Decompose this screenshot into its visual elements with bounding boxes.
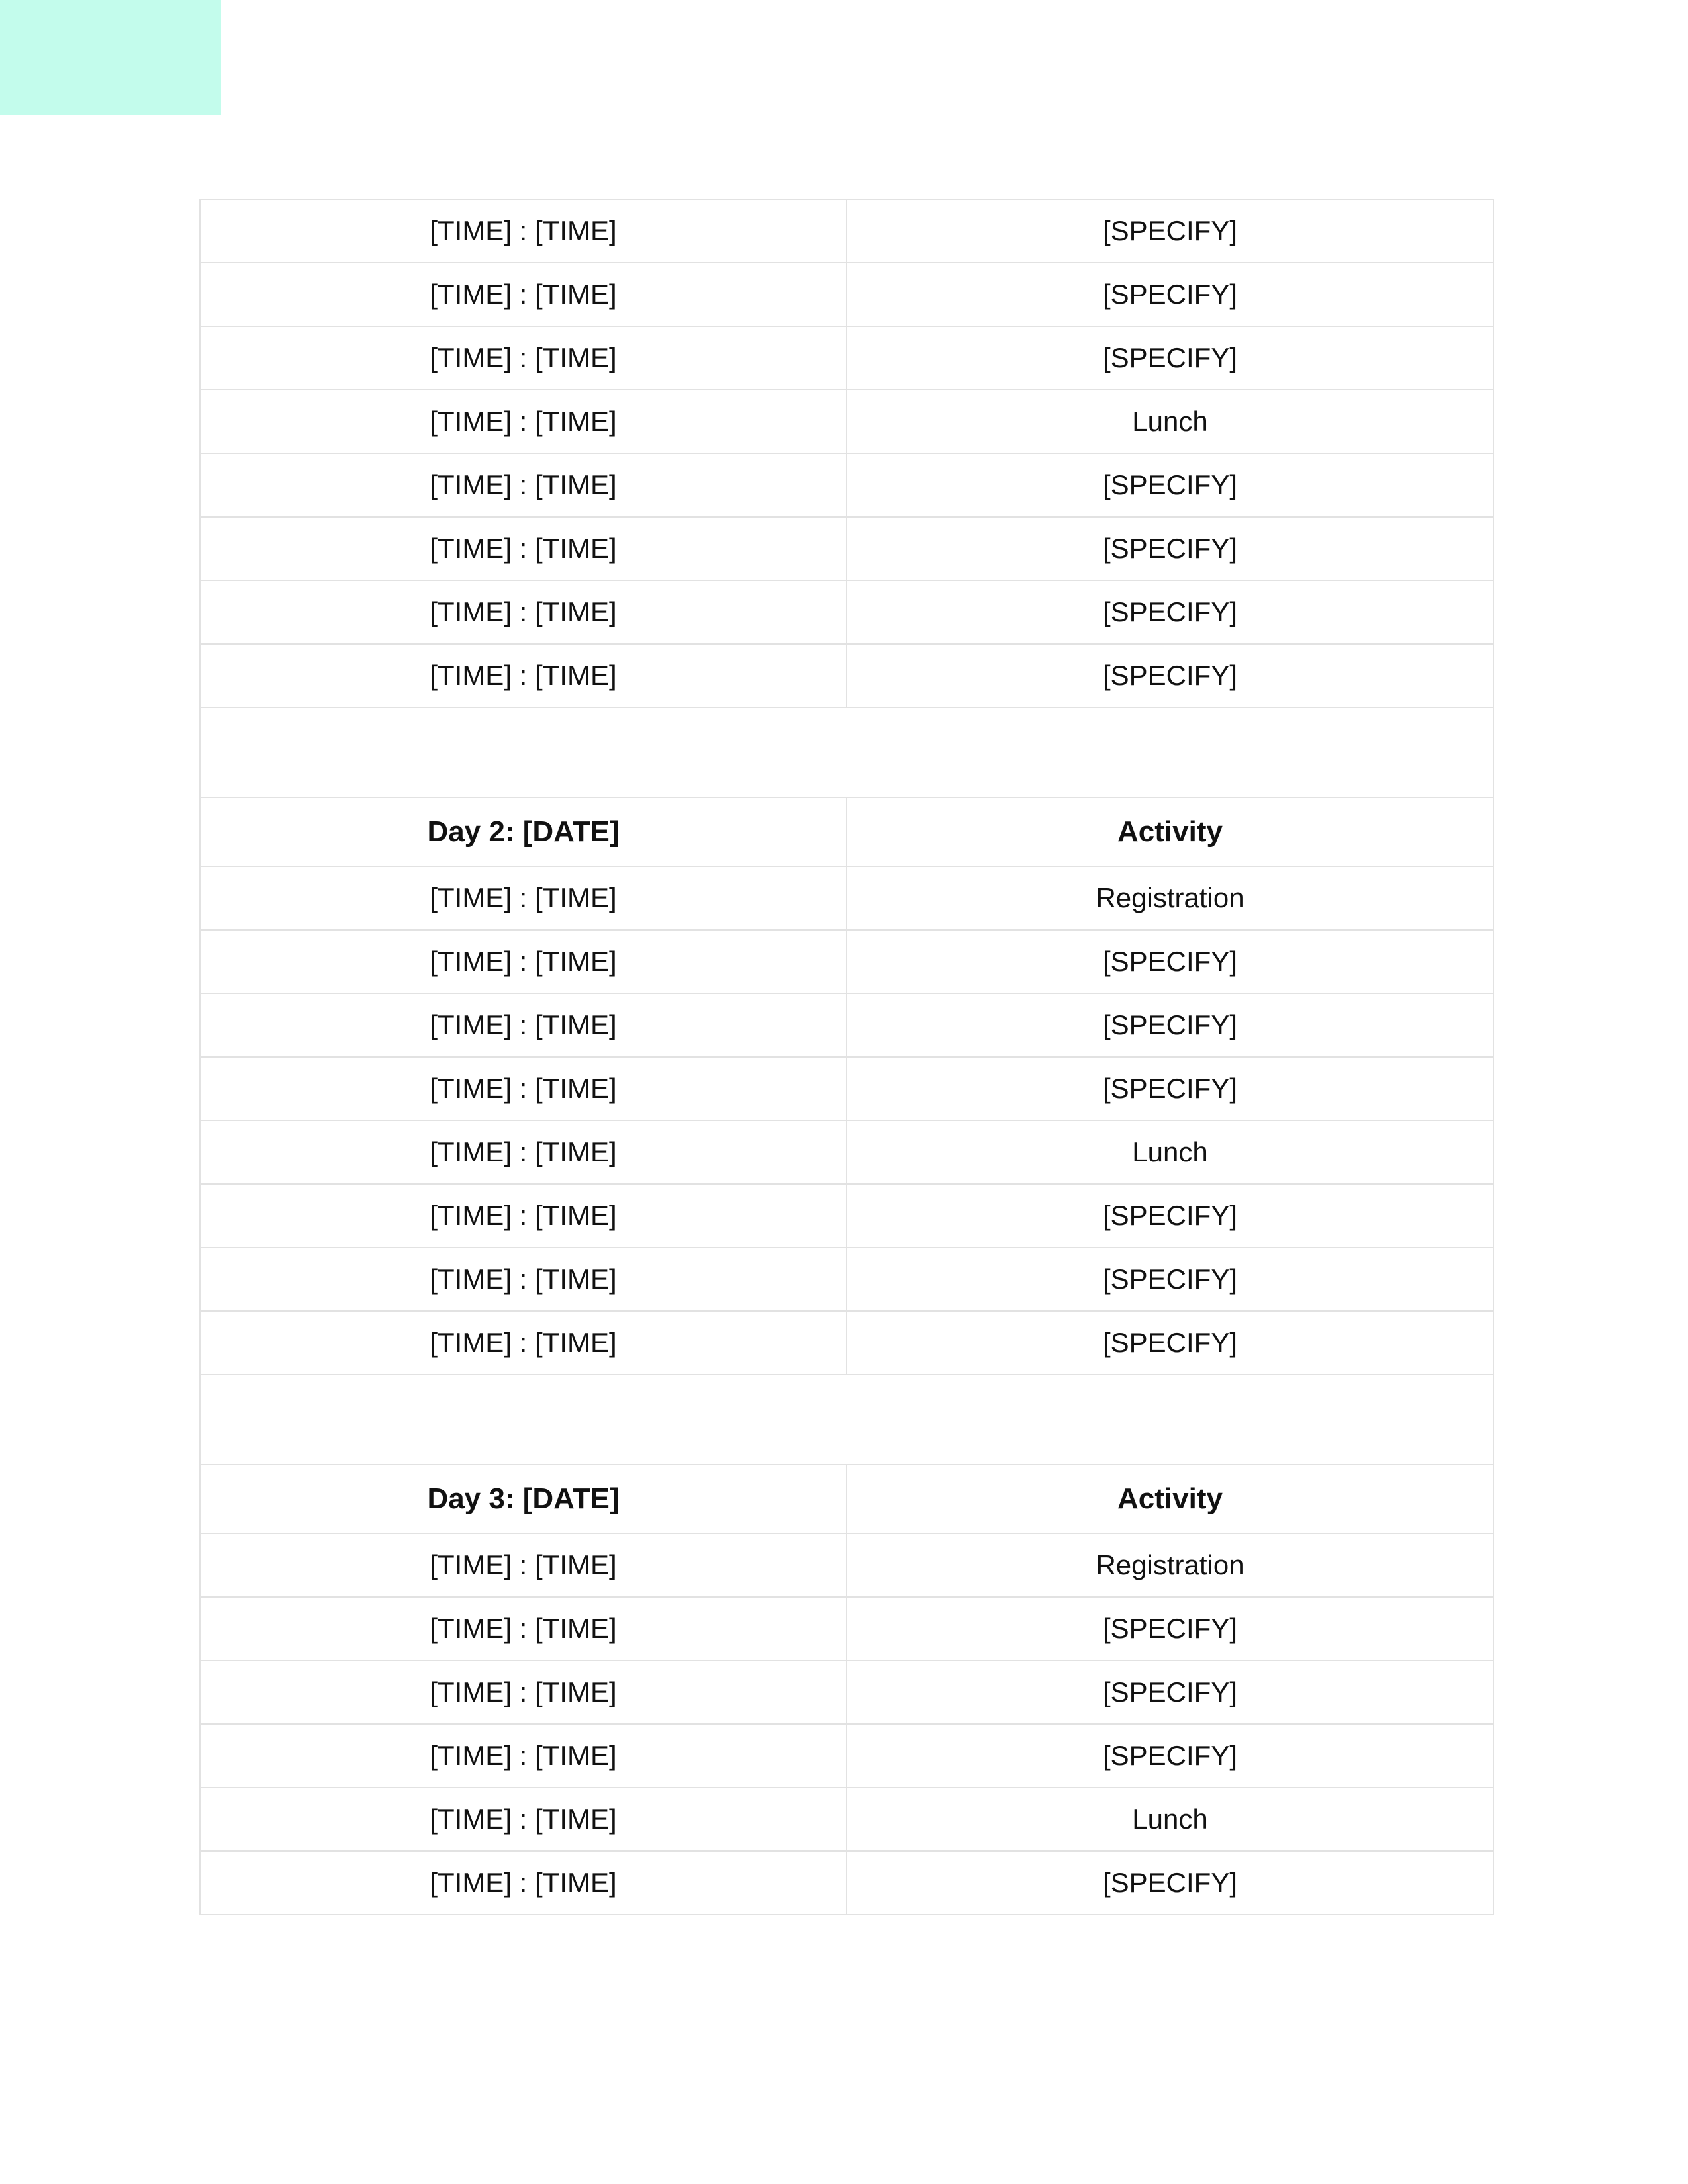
time-cell: [TIME] : [TIME]: [200, 453, 847, 517]
table-row: [200, 644, 1493, 707]
activity-heading: Activity: [847, 1465, 1493, 1533]
time-cell: [TIME] : [TIME]: [200, 326, 847, 390]
table-row: [200, 517, 1493, 580]
table-row: [200, 1248, 1493, 1311]
time-cell: [TIME] : [TIME]: [200, 1057, 847, 1120]
table-row: [200, 1120, 1493, 1184]
time-cell: [TIME] : [TIME]: [200, 1120, 847, 1184]
activity-cell: Lunch: [847, 1788, 1493, 1851]
activity-cell: Lunch: [847, 1120, 1493, 1184]
table-row: [200, 326, 1493, 390]
time-cell: [TIME] : [TIME]: [200, 1248, 847, 1311]
spacer-cell: [200, 1375, 1493, 1465]
time-cell: [TIME] : [TIME]: [200, 580, 847, 644]
time-cell: [TIME] : [TIME]: [200, 1311, 847, 1375]
table-row: [200, 993, 1493, 1057]
activity-cell: [SPECIFY]: [847, 326, 1493, 390]
time-cell: [TIME] : [TIME]: [200, 517, 847, 580]
time-cell: [TIME] : [TIME]: [200, 263, 847, 326]
time-cell: [TIME] : [TIME]: [200, 644, 847, 707]
activity-cell: [SPECIFY]: [847, 199, 1493, 263]
day-heading: Day 2: [DATE]: [200, 797, 847, 866]
table-row: [200, 1597, 1493, 1661]
activity-cell: [SPECIFY]: [847, 1057, 1493, 1120]
activity-cell: [SPECIFY]: [847, 644, 1493, 707]
table-row: [200, 1311, 1493, 1375]
activity-cell: [SPECIFY]: [847, 930, 1493, 993]
activity-heading: Activity: [847, 797, 1493, 866]
table-row: [200, 1851, 1493, 1915]
table-row: [200, 1788, 1493, 1851]
table-row: [200, 1724, 1493, 1788]
spacer-cell: [200, 707, 1493, 797]
time-cell: [TIME] : [TIME]: [200, 1184, 847, 1248]
time-cell: [TIME] : [TIME]: [200, 390, 847, 453]
section-spacer-row: [200, 707, 1493, 797]
activity-cell: [SPECIFY]: [847, 1597, 1493, 1661]
time-cell: [TIME] : [TIME]: [200, 1533, 847, 1597]
activity-cell: Registration: [847, 1533, 1493, 1597]
corner-accent-block: [0, 0, 221, 115]
activity-cell: [SPECIFY]: [847, 1311, 1493, 1375]
activity-cell: [SPECIFY]: [847, 1184, 1493, 1248]
schedule-table: [199, 199, 1494, 1915]
activity-cell: [SPECIFY]: [847, 453, 1493, 517]
time-cell: [TIME] : [TIME]: [200, 1851, 847, 1915]
activity-cell: [SPECIFY]: [847, 993, 1493, 1057]
time-cell: [TIME] : [TIME]: [200, 866, 847, 930]
table-row: [200, 1057, 1493, 1120]
activity-cell: [SPECIFY]: [847, 1851, 1493, 1915]
activity-cell: [SPECIFY]: [847, 1724, 1493, 1788]
time-cell: [TIME] : [TIME]: [200, 199, 847, 263]
table-row: [200, 580, 1493, 644]
day-header-row: [200, 797, 1493, 866]
time-cell: [TIME] : [TIME]: [200, 1788, 847, 1851]
table-row: [200, 930, 1493, 993]
section-spacer-row: [200, 1375, 1493, 1465]
activity-cell: [SPECIFY]: [847, 1248, 1493, 1311]
time-cell: [TIME] : [TIME]: [200, 1724, 847, 1788]
table-row: [200, 866, 1493, 930]
table-row: [200, 199, 1493, 263]
time-cell: [TIME] : [TIME]: [200, 1661, 847, 1724]
time-cell: [TIME] : [TIME]: [200, 930, 847, 993]
day-header-row: [200, 1465, 1493, 1533]
day-heading: Day 3: [DATE]: [200, 1465, 847, 1533]
activity-cell: [SPECIFY]: [847, 517, 1493, 580]
table-row: [200, 1661, 1493, 1724]
activity-cell: [SPECIFY]: [847, 263, 1493, 326]
activity-cell: [SPECIFY]: [847, 580, 1493, 644]
activity-cell: Registration: [847, 866, 1493, 930]
table-row: [200, 1533, 1493, 1597]
activity-cell: Lunch: [847, 390, 1493, 453]
table-row: [200, 1184, 1493, 1248]
activity-cell: [SPECIFY]: [847, 1661, 1493, 1724]
table-row: [200, 390, 1493, 453]
time-cell: [TIME] : [TIME]: [200, 1597, 847, 1661]
time-cell: [TIME] : [TIME]: [200, 993, 847, 1057]
table-row: [200, 263, 1493, 326]
table-row: [200, 453, 1493, 517]
